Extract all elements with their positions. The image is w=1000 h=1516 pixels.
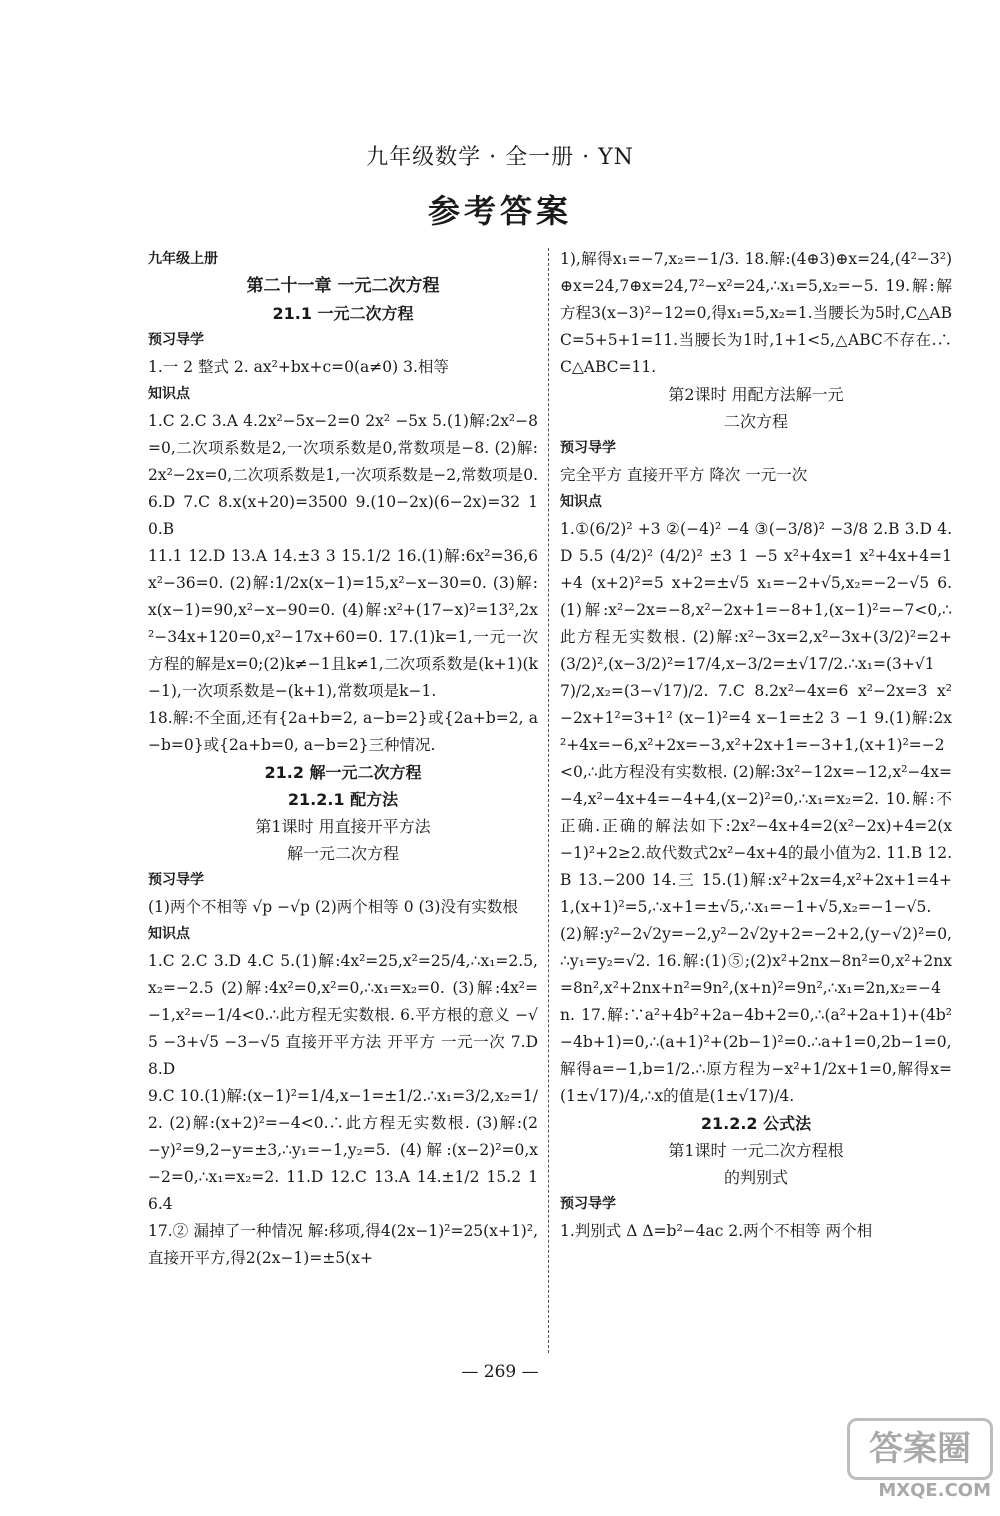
answer-paragraph: 18.解:不全面,还有{2a+b=2, a−b=2}或{2a+b=2, a−b=0}或{2a+b=0, a−b=2}三种情况.	[148, 709, 538, 754]
answer-paragraph: 11.1 12.D 13.A 14.±3 3 15.1/2 16.(1)解:6x²=36,6x²−36=0. (2)解:1/2x(x−1)=15,x²−x−30=0. (3)解:x(x−1)=90,x²−x−90=0. (4)解:x²+(17−x)²=13²,2x²−34x+120=0,x²−17x+60=0. 17.(1)k=1,一元一次方程的解是x=0;(2)k≠−1且k≠1,二次项系数是(k+1)(k−1),一次项系数是−(k+1),常数项是k−1.	[148, 547, 538, 700]
column-divider	[548, 248, 549, 1353]
lesson-heading: 的判别式	[723, 1168, 788, 1187]
block-label: 预习导学	[148, 332, 204, 348]
book-header: 九年级数学 · 全一册 · YN	[366, 145, 634, 170]
lesson-heading: 二次方程	[723, 412, 788, 431]
page-title: 参考答案	[427, 192, 572, 230]
section-heading: 21.1 一元二次方程	[272, 304, 414, 323]
block-label: 预习导学	[560, 1196, 616, 1212]
block-label: 知识点	[560, 494, 602, 510]
answer-paragraph: 1),解得x₁=−7,x₂=−1/3. 18.解:(4⊕3)⊕x=24,(4²−3²)⊕x=24,7⊕x=24,7²−x²=24,∴x₁=5,x₂=−5. 19.解:解方程3(x−3)²−12=0,得x₁=5,x₂=1.当腰长为5时,C△ABC=5+5+1=11.当腰长为1时,1+1<5,△ABC不存在.∴C△ABC=11.	[560, 250, 952, 376]
grade-label: 九年级上册	[148, 251, 218, 267]
answer-paragraph: 1.一 2 整式 2. ax²+bx+c=0(a≠0) 3.相等	[148, 358, 449, 376]
answer-paragraph: 1.C 2.C 3.D 4.C 5.(1)解:4x²=25,x²=25/4,∴x₁=2.5,x₂=−2.5 (2)解:4x²=0,x²=0,∴x₁=x₂=0. (3)解:4x²=−1,x²=−1/4<0.∴此方程无实数根. 6.平方根的意义 −√5 −3+√5 −3−√5 直接开平方法 开平方 一元一次 7.D 8.D	[148, 952, 538, 1078]
watermark-logo: 答案圈	[847, 1418, 993, 1480]
page-number: — 269 —	[461, 1362, 539, 1382]
watermark	[845, 1418, 993, 1506]
lesson-heading: 解一元二次方程	[286, 844, 399, 863]
left-column	[148, 246, 538, 1361]
answer-paragraph: (1)两个不相等 √p −√p (2)两个相等 0 (3)没有实数根	[148, 898, 518, 916]
lesson-heading: 第1课时 用直接开平方法	[255, 817, 431, 836]
section-heading: 21.2 解一元二次方程	[264, 763, 422, 782]
block-label: 知识点	[148, 386, 190, 402]
answer-paragraph: 1.C 2.C 3.A 4.2x²−5x−2=0 2x² −5x 5.(1)解:2x²−8=0,二次项系数是2,一次项系数是0,常数项是−8. (2)解:2x²−2x=0,二次项系数是1,一次项系数是−2,常数项是0. 6.D 7.C 8.x(x+20)=3500 9.(10−2x)(6−2x)=32 10.B	[148, 412, 538, 538]
lesson-heading: 第2课时 用配方法解一元	[668, 385, 844, 404]
answer-paragraph: 9.C 10.(1)解:(x−1)²=1/4,x−1=±1/2.∴x₁=3/2,x₂=1/2. (2)解:(x+2)²=−4<0.∴此方程无实数根. (3)解:(2−y)²=9,2−y=±3,∴y₁=−1,y₂=5. (4)解:(x−2)²=0,x−2=0,∴x₁=x₂=2. 11.D 12.C 13.A 14.±1/2 15.2 16.4	[148, 1087, 538, 1213]
answer-paragraph: 1.判别式 Δ Δ=b²−4ac 2.两个不相等 两个相	[560, 1222, 873, 1240]
section-heading: 21.2.2 公式法	[700, 1114, 812, 1133]
answer-paragraph: 1.①(6/2)² +3 ②(−4)² −4 ③(−3/8)² −3/8 2.B 3.D 4.D 5.5 (4/2)² (4/2)² ±3 1 −5 x²+4x=1 x²+4x+4=1+4 (x+2)²=5 x+2=±√5 x₁=−2+√5,x₂=−2−√5 6.(1)解:x²−2x=−8,x²−2x+1=−8+1,(x−1)²=−7<0,∴此方程无实数根. (2)解:x²−3x=2,x²−3x+(3/2)²=2+(3/2)²,(x−3/2)²=17/4,x−3/2=±√17/2.∴x₁=(3+√17)/2,x₂=(3−√17)/2. 7.C 8.2x²−4x=6 x²−2x=3 x²−2x+1²=3+1² (x−1)²=4 x−1=±2 3 −1 9.(1)解:2x²+4x=−6,x²+2x=−3,x²+2x+1=−3+1,(x+1)²=−2<0,∴此方程没有实数根. (2)解:3x²−12x=−12,x²−4x=−4,x²−4x+4=−4+4,(x−2)²=0,∴x₁=x₂=2. 10.解:不正确.正确的解法如下:2x²−4x+4=2(x²−2x)+4=2(x−1)²+2≥2.故代数式2x²−4x+4的最小值为2. 11.B 12.B 13.−200 14.三 15.(1)解:x²+2x=4,x²+2x+1=4+1,(x+1)²=5,∴x+1=±√5,∴x₁=−1+√5,x₂=−1−√5. (2)解:y²−2√2y=−2,y²−2√2y+2=−2+2,(y−√2)²=0,∴y₁=y₂=√2. 16.解:(1)⑤;(2)x²+2nx−8n²=0,x²+2nx=8n²,x²+2nx+n²=9n²,(x+n)²=9n²,∴x₁=2n,x₂=−4n. 17.解:∵a²+4b²+2a−4b+2=0,∴(a²+2a+1)+(4b²−4b+1)=0,∴(a+1)²+(2b−1)²=0.∴a+1=0,2b−1=0,解得a=−1,b=1/2.∴原方程为−x²+1/2x+1=0,解得x=(1±√17)/4,∴x的值是(1±√17)/4.	[560, 520, 952, 1105]
block-label: 预习导学	[148, 872, 204, 888]
lesson-heading: 第1课时 一元二次方程根	[668, 1141, 844, 1160]
block-label: 知识点	[148, 926, 190, 942]
block-label: 预习导学	[560, 440, 616, 456]
watermark-url: MXQE.COM	[878, 1480, 991, 1501]
section-heading: 21.2.1 配方法	[287, 790, 399, 809]
answer-paragraph: 17.② 漏掉了一种情况 解:移项,得4(2x−1)²=25(x+1)²,直接开平方,得2(2x−1)=±5(x+	[148, 1222, 538, 1267]
right-column	[560, 246, 952, 1361]
chapter-heading: 第二十一章 一元二次方程	[246, 276, 440, 296]
answer-paragraph: 完全平方 直接开平方 降次 一元一次	[560, 466, 808, 484]
